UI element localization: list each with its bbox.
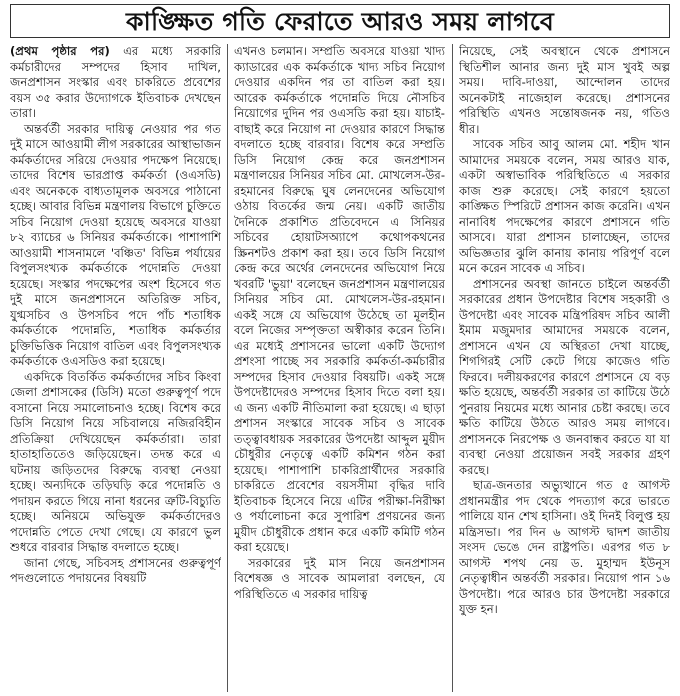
paragraph: এখনও চলমান। সম্প্রতি অবসরে যাওয়া খাদ্য ক্যাডারের এক কর্মকর্তাকে খাদ্য সচিব নিয়োগ দেওয়ার একদিন পর তা বাতিল করা হয়। আরেক কর্মকর্তাকে পদোন্নতি দিয়ে নৌসচিব নিয়োগের দুদিন পর ওএসডি করা হয়। যাচাই-বাছাই করে নিয়োগ না দেওয়ার কারণে সিদ্ধান্ত বদলাতে হচ্ছে বারবার। বিশেষ করে সম্প্রতি ডিসি নিয়োগ কেন্দ্র করে জনপ্রশাসন মন্ত্রণালয়ের সিনিয়র সচিব মো. মোখলেস-উর-রহমানের বিরুদ্ধে ঘুষ লেনদেনের অভিযোগ ওঠায় বিতর্কের জন্ম নেয়। একটি জাতীয় দৈনিকে প্রকাশিত প্রতিবেদনে এ সিনিয়র সচিবের হোয়াটসঅ্যাপে কথোপকথনের স্ক্রিনশটও প্রকাশ করা হয়। তবে ডিসি নিয়োগ কেন্দ্র করে অর্থের লেনদেনের অভিযোগ নিয়ে খবরটি 'ভুয়া' বলেছেন জনপ্রশাসন মন্ত্রণালয়ের সিনিয়র সচিব মো. মোখলেস-উর-রহমান। একই সঙ্গে যে অভিযোগ উঠেছে তা মূলহীন বলে নিজের সম্পৃক্ততা অস্বীকার করেন তিনি। এর মধ্যেই প্রশাসনের ভালো একটি উদ্যোগ প্রশংসা পাচ্ছে সব সরকারি কর্মকর্তা-কর্মচারীর সম্পদের হিসাব দেওয়ার বিষয়টি। একই সঙ্গে উপদেষ্টাদেরও সম্পদের হিসাব দিতে বলা হয়। এ জন্য একটি নীতিমালা করা হয়েছে। এ ছাড়া প্রশাসন সংস্কারে সাবেক সচিব ও সাবেক তত্ত্বাবধায়ক সরকারের উপদেষ্টা আব্দুল মুয়ীদ চৌধুরীর নেতৃত্বে একটি কমিশন গঠন করা হয়েছে। পাশাপাশি চাকরিপ্রার্থীদের সরকারি চাকরিতে প্রবেশের বয়সসীমা বৃদ্ধির দাবি ইতিবাচক হিসেবে নিয়ে এটির পরীক্ষা-নিরীক্ষা ও পর্যালোচনা করে সুপারিশ প্রণয়নের জন্য মুয়ীদ চৌধুরীকে প্রধান করে একটি কমিটি গঠন করা হয়েছে। <box>234 44 445 554</box>
paragraph: জানা গেছে, সচিবসহ প্রশাসনের গুরুত্বপূর্ণ পদগুলোতে পদায়নের বিষয়টি <box>10 555 221 585</box>
paragraph: ছাত্র-জনতার অভ্যুত্থানে গত ৫ আগস্ট প্রধানমন্ত্রীর পদ থেকে পদত্যাগ করে ভারতে পালিয়ে যান শেখ হাসিনা। ওই দিনই বিলুপ্ত হয় মন্ত্রিসভা। পর দিন ৬ আগস্ট দ্বাদশ জাতীয় সংসদ ভেঙে দেন রাষ্ট্রপতি। এরপর গত ৮ আগস্ট শপথ নেয় ড. মুহাম্মদ ইউনূস নেতৃত্বাধীন অন্তর্বর্তী সরকার। নিয়োগ পান ১৬ উপদেষ্টা। পরে আরও চার উপদেষ্টা সরকারে যুক্ত হন। <box>459 478 670 616</box>
continued-label: (প্রথম পৃষ্ঠার পর) <box>10 44 110 58</box>
paragraph: (প্রথম পৃষ্ঠার পর) এর মধ্যে সরকারি কর্মচারীদের সম্পদের হিসাব দাখিল, জনপ্রশাসন সংস্কার এবং চাকরিতে প্রবেশের বয়স ৩৫ করার উদ্যোগকে ইতিবাচক দেখছেন তারা। <box>10 44 221 120</box>
column-2 <box>234 44 445 692</box>
paragraph: নিয়েছে, সেই অবস্থানে থেকে প্রশাসনে স্থিতিশীল আনার জন্য দুই মাস খুবই অল্প সময়। দাবি-দাওয়া, আন্দোলন তাদের অনেকটাই নাজেহাল করেছে। প্রশাসনের পরিস্থিতি এখনও সন্তোষজনক নয়, গতিও ধীর। <box>459 44 670 136</box>
paragraph: প্রশাসনের অবস্থা জানতে চাইলে অন্তর্বর্তী সরকারের প্রধান উপদেষ্টার বিশেষ সহকারী ও উপদেষ্টা এবং সাবেক মন্ত্রিপরিষদ সচিব আলী ইমাম মজুমদার আমাদের সময়কে বলেন, প্রশাসনে এখন যে অস্থিরতা দেখা যাচ্ছে, শিগগিরই সেটি কেটে গিয়ে কাজেও গতি ফিরবে। দলীয়করণের কারণে প্রশাসনে যে বড় ক্ষতি হয়েছে, অন্তর্বর্তী সরকার তা কাটিয়ে উঠে পুনরায় নিয়মের মধ্যে আনার চেষ্টা করছে। তবে ক্ষতি কাটিয়ে উঠতে আরও সময় লাগবে। প্রশাসনকে নিরপেক্ষ ও জনবান্ধব করতে যা যা ব্যবস্থা নেওয়া প্রয়োজন সবই সরকার গ্রহণ করছে। <box>459 276 670 477</box>
column-divider <box>452 44 453 692</box>
paragraph: সাবেক সচিব আবু আলম মো. শহীদ খান আমাদের সময়কে বলেন, সময় আরও যাক, একটা অস্বাভাবিক পরিস্থিতিতে এ সরকার কাজ শুরু করেছে। সেই কারণে হয়তো কাঙ্ক্ষিত স্পিরিটে প্রশাসন কাজ করেনি। এখন নানাবিধ পদক্ষেপের কারণে প্রশাসনে গতি আসবে। যারা প্রশাসন চালাচ্ছেন, তাদের অভিজ্ঞতার ঝুলি কানায় কানায় পরিপূর্ণ বলে মনে করেন সাবেক এ সচিব। <box>459 137 670 275</box>
headline-box <box>10 4 670 38</box>
paragraph: সরকারের দুই মাস নিয়ে জনপ্রশাসন বিশেষজ্ঞ ও সাবেক আমলারা বলছেন, যে পরিস্থিতিতে এ সরকার দায়িত্ব <box>234 555 445 601</box>
paragraph: একদিকে বিতর্কিত কর্মকর্তাদের সচিব কিংবা জেলা প্রশাসকের (ডিসি) মতো গুরুত্বপূর্ণ পদে বসানো নিয়ে সমালোচনাও হচ্ছে। বিশেষ করে ডিসি নিয়োগ নিয়ে সচিবালয়ে নজিরবিহীন প্রতিক্রিয়া দেখিয়েছেন কর্মকর্তারা। তারা হাতাহাতিতেও জড়িয়েছেন। তদন্ত করে এ ঘটনায় জড়িতদের বিরুদ্ধে ব্যবস্থা নেওয়া হচ্ছে। অন্যদিকে তড়িঘড়ি করে পদোন্নতি ও পদায়ন করতে গিয়ে নানা ধরনের ত্রুটি-বিচ্যুতি হচ্ছে। অনিয়মে অভিযুক্ত কর্মকর্তাদেরও পদোন্নতি পেতে দেখা গেছে। যে কারণে ভুল শুধরে বারবার সিদ্ধান্ত বদলাতে হচ্ছে। <box>10 369 221 554</box>
headline: কাঙ্ক্ষিত গতি ফেরাতে আরও সময় লাগবে <box>126 6 554 36</box>
column-3 <box>459 44 670 692</box>
column-divider <box>227 44 228 692</box>
article-body <box>10 44 670 692</box>
column-1 <box>10 44 221 692</box>
paragraph: অন্তর্বর্তী সরকার দায়িত্ব নেওয়ার পর গত দুই মাসে আওয়ামী লীগ সরকারের আস্থাভাজন কর্মকর্তাদের সরিয়ে দেওয়ার পদক্ষেপ নিয়েছে। তাদের বিশেষ ভারপ্রাপ্ত কর্মকর্তা (ওএসডি) এবং অনেককে বাধ্যতামূলক অবসরে পাঠানো হচ্ছে। আবার বিভিন্ন মন্ত্রণালয় বিভাগে চুক্তিতে সচিব নিয়োগ দেওয়া হয়েছে অবসরে যাওয়া ৮২ ব্যাচের ৬ সিনিয়র কর্মকর্তাকে। পাশাপাশি আওয়ামী শাসনামলে 'বঞ্চিত' বিভিন্ন পর্যায়ের বিপুলসংখ্যক কর্মকর্তাকে পদোন্নতি দেওয়া হয়েছে। সংস্কার পদক্ষেপের অংশ হিসেবে গত দুই মাসে জনপ্রশাসনে অতিরিক্ত সচিব, যুগ্মসচিব ও উপসচিব পদে পাঁচ শতাধিক কর্মকর্তাকে পদোন্নতি, শতাধিক কর্মকর্তার চুক্তিভিত্তিক নিয়োগ বাতিল এবং বিপুলসংখ্যক কর্মকর্তাকে ওএসডিও করা হয়েছে। <box>10 121 221 368</box>
